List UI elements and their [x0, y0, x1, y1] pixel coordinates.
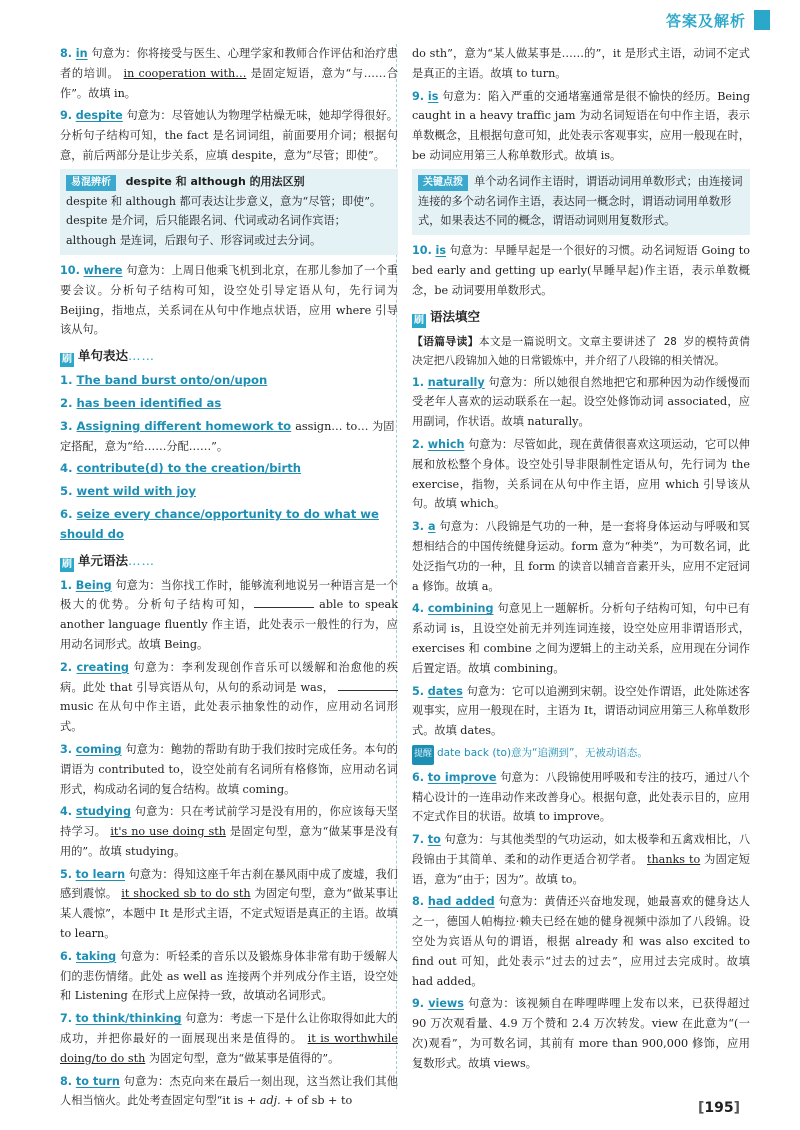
grammar-4: 4. studying 句意为：只在考试前学习是没有用的，你应该每天坚持学习。 it's no use doing sth 是固定句型，意为“做某事是没有用的”。故填 studying。 — [60, 805, 398, 858]
blank-line — [338, 680, 398, 691]
section-unit-grammar: 刷 单元语法…… — [62, 552, 156, 570]
grammar-3: 3. coming 句意为：鲍勃的帮助有助于我们按时完成任务。本句的谓语为 contributed to，设空处前有名词所有格修饰，应用动名词形式，构成动名词的复合结构。故填 coming。 — [60, 742, 398, 796]
right-column — [412, 44, 750, 1077]
fill-7: 7. to 句意为：与其他类型的气功运动，如太极拳和五禽戏相比，八段锦由于其简单、柔和的动作更适合初学者。 thanks to 为固定短语，意为“由于；因为”。故填 to。 — [412, 833, 751, 886]
fill-1: 1. naturally 句意为：所以她很自然地把它和那种因为动作缓慢而受老年人喜欢的运动联系在一起。设空处修饰动词 associated，应用副词，作状语。故填 naturally。 — [412, 375, 750, 429]
tip-icon: 提醒 — [412, 745, 434, 765]
fill-2: 2. which 句意为：尽管如此，现在黄倩很喜欢这项运动，它可以伸展和放松整个身体。设空处引导非限制性定语从句，先行词为 the exercise，指物，关系词在从句中作主语，应用 which 引导该从句。故填 which。 — [412, 437, 750, 511]
brush-icon: 刷 — [62, 354, 72, 366]
answer-9: 9. despite 句意为：尽管她认为物理学枯燥无味，她却学得很好。分析句子结构可知，the fact 是名词词组，前面要用介词；根据句意，前后两部分是让步关系，应填 despite，意为“尽管；即使”。 — [60, 109, 398, 162]
fill-8: 8. had added 句意为：黄倩还兴奋地发现，她最喜欢的健身达人之一，德国人帕梅拉·赖夫已经在她的健身视频中添加了八段锦。设空处为宾语从句的谓语，根据 already 和 was also excited to find out 可知，此处表示“过去的过去”，应用过去完成时。故填 had added。 — [412, 895, 750, 988]
box-title: despite 和 although 的用法区别 — [125, 174, 305, 188]
grammar-6: 6. taking 句意为：听轻柔的音乐以及锻炼身体非常有助于缓解人们的悲伤情绪。此处 as well as 连接两个并列成分作主语，设空处和 Listening 在形式上应保持一致，故填动名词形式。 — [60, 949, 398, 1003]
sentence-6: 6. seize every chance/opportunity to do what we should do — [60, 506, 379, 541]
sentence-4: 4. contribute(d) to the creation/birth — [60, 461, 302, 476]
key-point-box: 关键点拨 单个动名词作主语时，谓语动词用单数形式；由连接词连接的多个动名词作主语，表达同一概念时，谓语动词用单数形式，如果表达不同的概念，谓语动词则用复数形式。 — [412, 169, 750, 235]
section-sentence-expression: 刷 单句表达…… — [62, 348, 156, 366]
grammar-9: 9. is 句意为：陷入严重的交通堵塞通常是很不愉快的经历。Being caught in a heavy traffic jam 为动名词短语在句中作主语，表示单数概念，且根据句意可知，此处表示客观事实，应用一般现在时，be 动词应用第三人称单数形式。故填 is。 — [412, 89, 750, 162]
brush-icon: 刷 — [414, 314, 424, 326]
page-header — [0, 4, 800, 32]
answer-8: 8. in 句意为：你将接受与医生、心理学家和教师合作评估和治疗患者的培训。 in cooperation with… 是固定短语，意为“与……合作”。故填 in。 — [60, 47, 398, 100]
box-tag: 易混辨析 — [66, 175, 116, 191]
grammar-5: 5. to learn 句意为：得知这座千年古刹在暴风雨中成了废墟，我们感到震惊。 it shocked sb to do sth 为固定句型，意为“做某事让某人震惊”，本题中 It 是形式主语，不定式短语是真正的主语。故填 to learn。 — [60, 867, 398, 941]
fill-5: 5. dates 句意为：它可以追溯到宋朝。设空处作谓语，此处陈述客观事实，应用一般现在时，主语为 It，谓语动词应用第三人称单数形式。故填 dates。 — [412, 684, 750, 738]
section-grammar-fill: 刷 语法填空 — [414, 308, 481, 326]
grammar-7: 7. to think/thinking 句意为：考虑一下是什么让你取得如此大的成功，并把你最好的一面展现出来是值得的。 it is worthwhile doing/to do sth 为固定句型，意为“做某事是值得的”。 — [60, 1012, 398, 1065]
box-tag: 关键点拨 — [418, 175, 468, 191]
sentence-3: 3. Assigning different homework to assign… to… 为固定搭配，意为“给……分配……”。 — [60, 418, 395, 453]
blank-line — [254, 597, 314, 608]
sentence-2: 2. has been identified as — [60, 395, 222, 410]
fill-6: 6. to improve 句意为：八段锦使用呼吸和专注的技巧，通过八个精心设计的一连串动作来改善身心。根据句意，此处表示目的，应用不定式作目的状语。故填 to improve。 — [412, 770, 750, 824]
confusion-box: 易混辨析 despite 和 although 的用法区别 despite 和 although 都可表达让步意义，意为“尽管；即使”。 despite 是介词，后只能跟名词、代词或动名词作宾语； although 是连词，后跟句子、形容词或过去分词。 — [60, 169, 398, 255]
fill-4: 4. combining 句意见上一题解析。分析句子结构可知，句中已有系动词 is，且设空处前无并列连词连接，设空处应用非谓语形式，exercises 和 combine 之间为逻辑上的主动关系，应用现在分词作后置定语。故填 combining。 — [412, 602, 750, 675]
header-title: 答案及解析 — [665, 12, 746, 30]
grammar-8: 8. to turn 句意为：杰克向来在最后一刻出现，这当然让我们其他人相当恼火。此处考查固定句型“it is + adj. + of sb + to — [60, 1074, 398, 1108]
grammar-1: 1. Being 句意为：当你找工作时，能够流利地说另一种语言是一个极大的优势。分析句子结构可知， able to speak another language fluently 作主语，此处表示一般性的行为，应用动名词形式。故填 Being。 — [60, 578, 398, 651]
header-accent-bar — [754, 10, 770, 30]
sentence-5: 5. went wild with joy — [60, 484, 196, 499]
brush-icon: 刷 — [62, 558, 72, 570]
answer-10: 10. where 句意为：上周日他乘飞机到北京，在那儿参加了一个重要会议。分析句子结构可知，设空处引导定语从句，先行词为 Beijing，指地点，关系词在从句中作地点状语，应用 where 引导该从句。 — [60, 263, 398, 337]
fill-3: 3. a 句意为：八段锦是气功的一种，是一套将身体运动与呼吸和冥想相结合的中国传统健身运动。form 意为“种类”，为可数名词，此处泛指气功的一种，且 form 的读音以辅音音素开头，应用不定冠词 a 修饰。故填 a。 — [412, 520, 750, 593]
grammar-8-continued: do sth”，意为“某人做某事是……的”，it 是形式主语，动词不定式是真正的主语。故填 to turn。 — [412, 47, 750, 80]
left-column — [60, 44, 398, 1114]
grammar-2: 2. creating 句意为：李利发现创作音乐可以缓解和治愈他的疾病。此处 that 引导宾语从句，从句的系动词是 was， music 在从句中作主语，此处表示抽象性的动作，应用动名词形式。 — [60, 660, 398, 734]
fill-5-tip: 提醒 date back (to)意为“追溯到”，无被动语态。 — [412, 744, 750, 765]
page-number: [195] — [697, 1100, 740, 1116]
passage-guide: 【语篇导读】本文是一篇说明文。文章主要讲述了 28 岁的模特黄倩决定把八段锦加入她的日常锻炼中，并介绍了八段锦的相关情况。 — [412, 334, 751, 367]
sentence-1: 1. The band burst onto/on/upon — [60, 373, 268, 388]
fill-9: 9. views 句意为：该视频自在哔哩哔哩上发布以来，已获得超过 90 万次观看量、4.9 万个赞和 2.4 万次转发。view 在此意为“(一次)观看”，为可数名词，其前有 more than 900,000 修饰，应用复数形式。故填 views。 — [412, 997, 750, 1070]
grammar-10: 10. is 句意为：早睡早起是一个很好的习惯。动名词短语 Going to bed early and getting up early(早睡早起)作主语，表示单数概念，be 动词要用单数形式。 — [412, 244, 750, 297]
